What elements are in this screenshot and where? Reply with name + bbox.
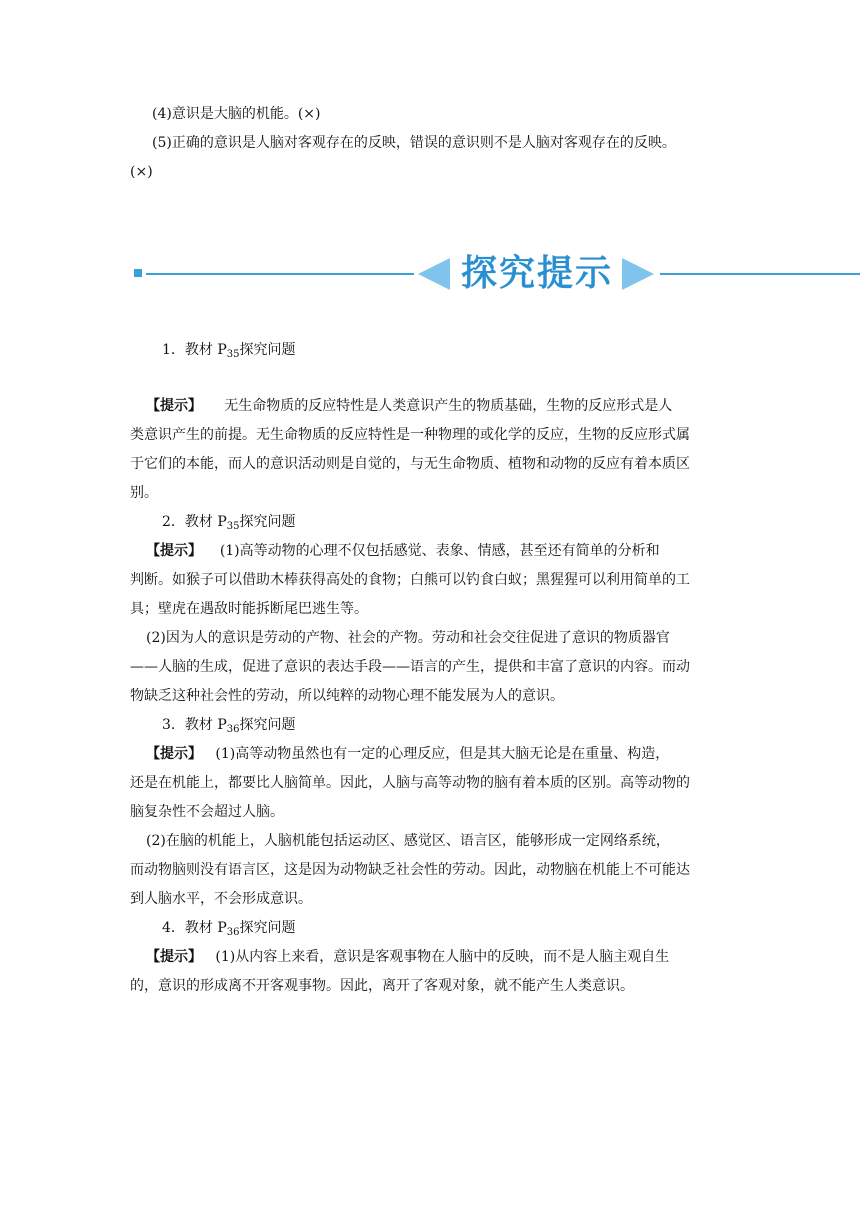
hint-label: 【提示】 (146, 746, 202, 762)
answer-line: 到人脑水平，不会形成意识。 (130, 891, 312, 907)
page-prefix: P (217, 514, 227, 530)
answer-text: (1)高等动物的心理不仅包括感觉、表象、情感，甚至还有简单的分析和 (219, 543, 660, 559)
left-arrow-icon (418, 258, 450, 290)
question-4-heading (162, 918, 296, 943)
question-2-answer-line (146, 541, 746, 561)
answer-text: (1)高等动物虽然也有一定的心理反应，但是其大脑无论是在重量、构造， (215, 746, 670, 762)
judgement-5-answer: (×) (130, 164, 153, 180)
question-label: 探究问题 (239, 717, 296, 733)
answer-line: (2)在脑的机能上，人脑机能包括运动区、感觉区、语言区，能够形成一定网络系统， (146, 833, 670, 849)
page-number: 35 (226, 349, 240, 360)
question-number: 3．教材 (162, 717, 213, 733)
section-title: 探究提示 (460, 253, 613, 294)
judgement-4: (4)意识是大脑的机能。(×) (152, 106, 321, 122)
page-prefix: P (217, 717, 227, 733)
banner-dot (134, 269, 142, 277)
judgement-5: (5)正确的意识是人脑对客观存在的反映，错误的意识则不是人脑对客观存在的反映。 (152, 135, 676, 151)
question-1-heading (162, 340, 296, 365)
question-3-answer-line (146, 744, 746, 764)
answer-line: ——人脑的生成，促进了意识的表达手段——语言的产生，提供和丰富了意识的内容。而动 (130, 659, 690, 675)
question-label: 探究问题 (239, 514, 296, 530)
banner-rule-right (660, 273, 860, 275)
answer-line: 具；壁虎在遇敌时能拆断尾巴逃生等。 (130, 601, 368, 617)
question-4-answer-line (146, 947, 746, 967)
answer-line: 还是在机能上，都要比人脑简单。因此，人脑与高等动物的脑有着本质的区别。高等动物的 (130, 775, 690, 791)
page-number: 36 (226, 724, 240, 735)
right-arrow-icon (622, 258, 654, 290)
question-number: 4．教材 (162, 920, 213, 936)
question-label: 探究问题 (239, 342, 296, 358)
hint-label: 【提示】 (146, 398, 202, 414)
question-1-answer-line (146, 396, 746, 416)
page-number: 35 (226, 521, 240, 532)
question-number: 2．教材 (162, 514, 213, 530)
hint-label: 【提示】 (146, 949, 202, 965)
banner-rule-left (146, 273, 414, 275)
answer-line: 类意识产生的前提。无生命物质的反应特性是一种物理的或化学的反应，生物的反应形式属 (130, 427, 690, 443)
answer-text: 无生命物质的反应特性是人类意识产生的物质基础，生物的反应形式是人 (224, 398, 673, 414)
answer-line: 判断。如猴子可以借助木棒获得高处的食物；白熊可以钓食白蚁；黑猩猩可以利用简单的工 (130, 572, 690, 588)
question-label: 探究问题 (239, 920, 296, 936)
answer-text: (1)从内容上来看，意识是客观事物在人脑中的反映，而不是人脑主观自生 (215, 949, 670, 965)
answer-line: (2)因为人的意识是劳动的产物、社会的产物。劳动和社会交往促进了意识的物质器官 (146, 630, 670, 646)
answer-line: 于它们的本能，而人的意识活动则是自觉的，与无生命物质、植物和动物的反应有着本质区 (130, 456, 690, 472)
question-2-heading (162, 512, 296, 537)
page-number: 36 (226, 927, 240, 938)
page-prefix: P (217, 342, 227, 358)
answer-line: 物缺乏这种社会性的劳动，所以纯粹的动物心理不能发展为人的意识。 (130, 688, 564, 704)
answer-line: 脑复杂性不会超过人脑。 (130, 804, 284, 820)
answer-line: 别。 (130, 485, 158, 501)
answer-line: 的，意识的形成离不开客观事物。因此，离开了客观对象，就不能产生人类意识。 (130, 978, 634, 994)
answer-line: 而动物脑则没有语言区，这是因为动物缺乏社会性的劳动。因此，动物脑在机能上不可能达 (130, 862, 690, 878)
hint-label: 【提示】 (146, 543, 202, 559)
section-banner (0, 248, 860, 300)
page-prefix: P (217, 920, 227, 936)
question-3-heading (162, 715, 296, 740)
question-number: 1．教材 (162, 342, 213, 358)
